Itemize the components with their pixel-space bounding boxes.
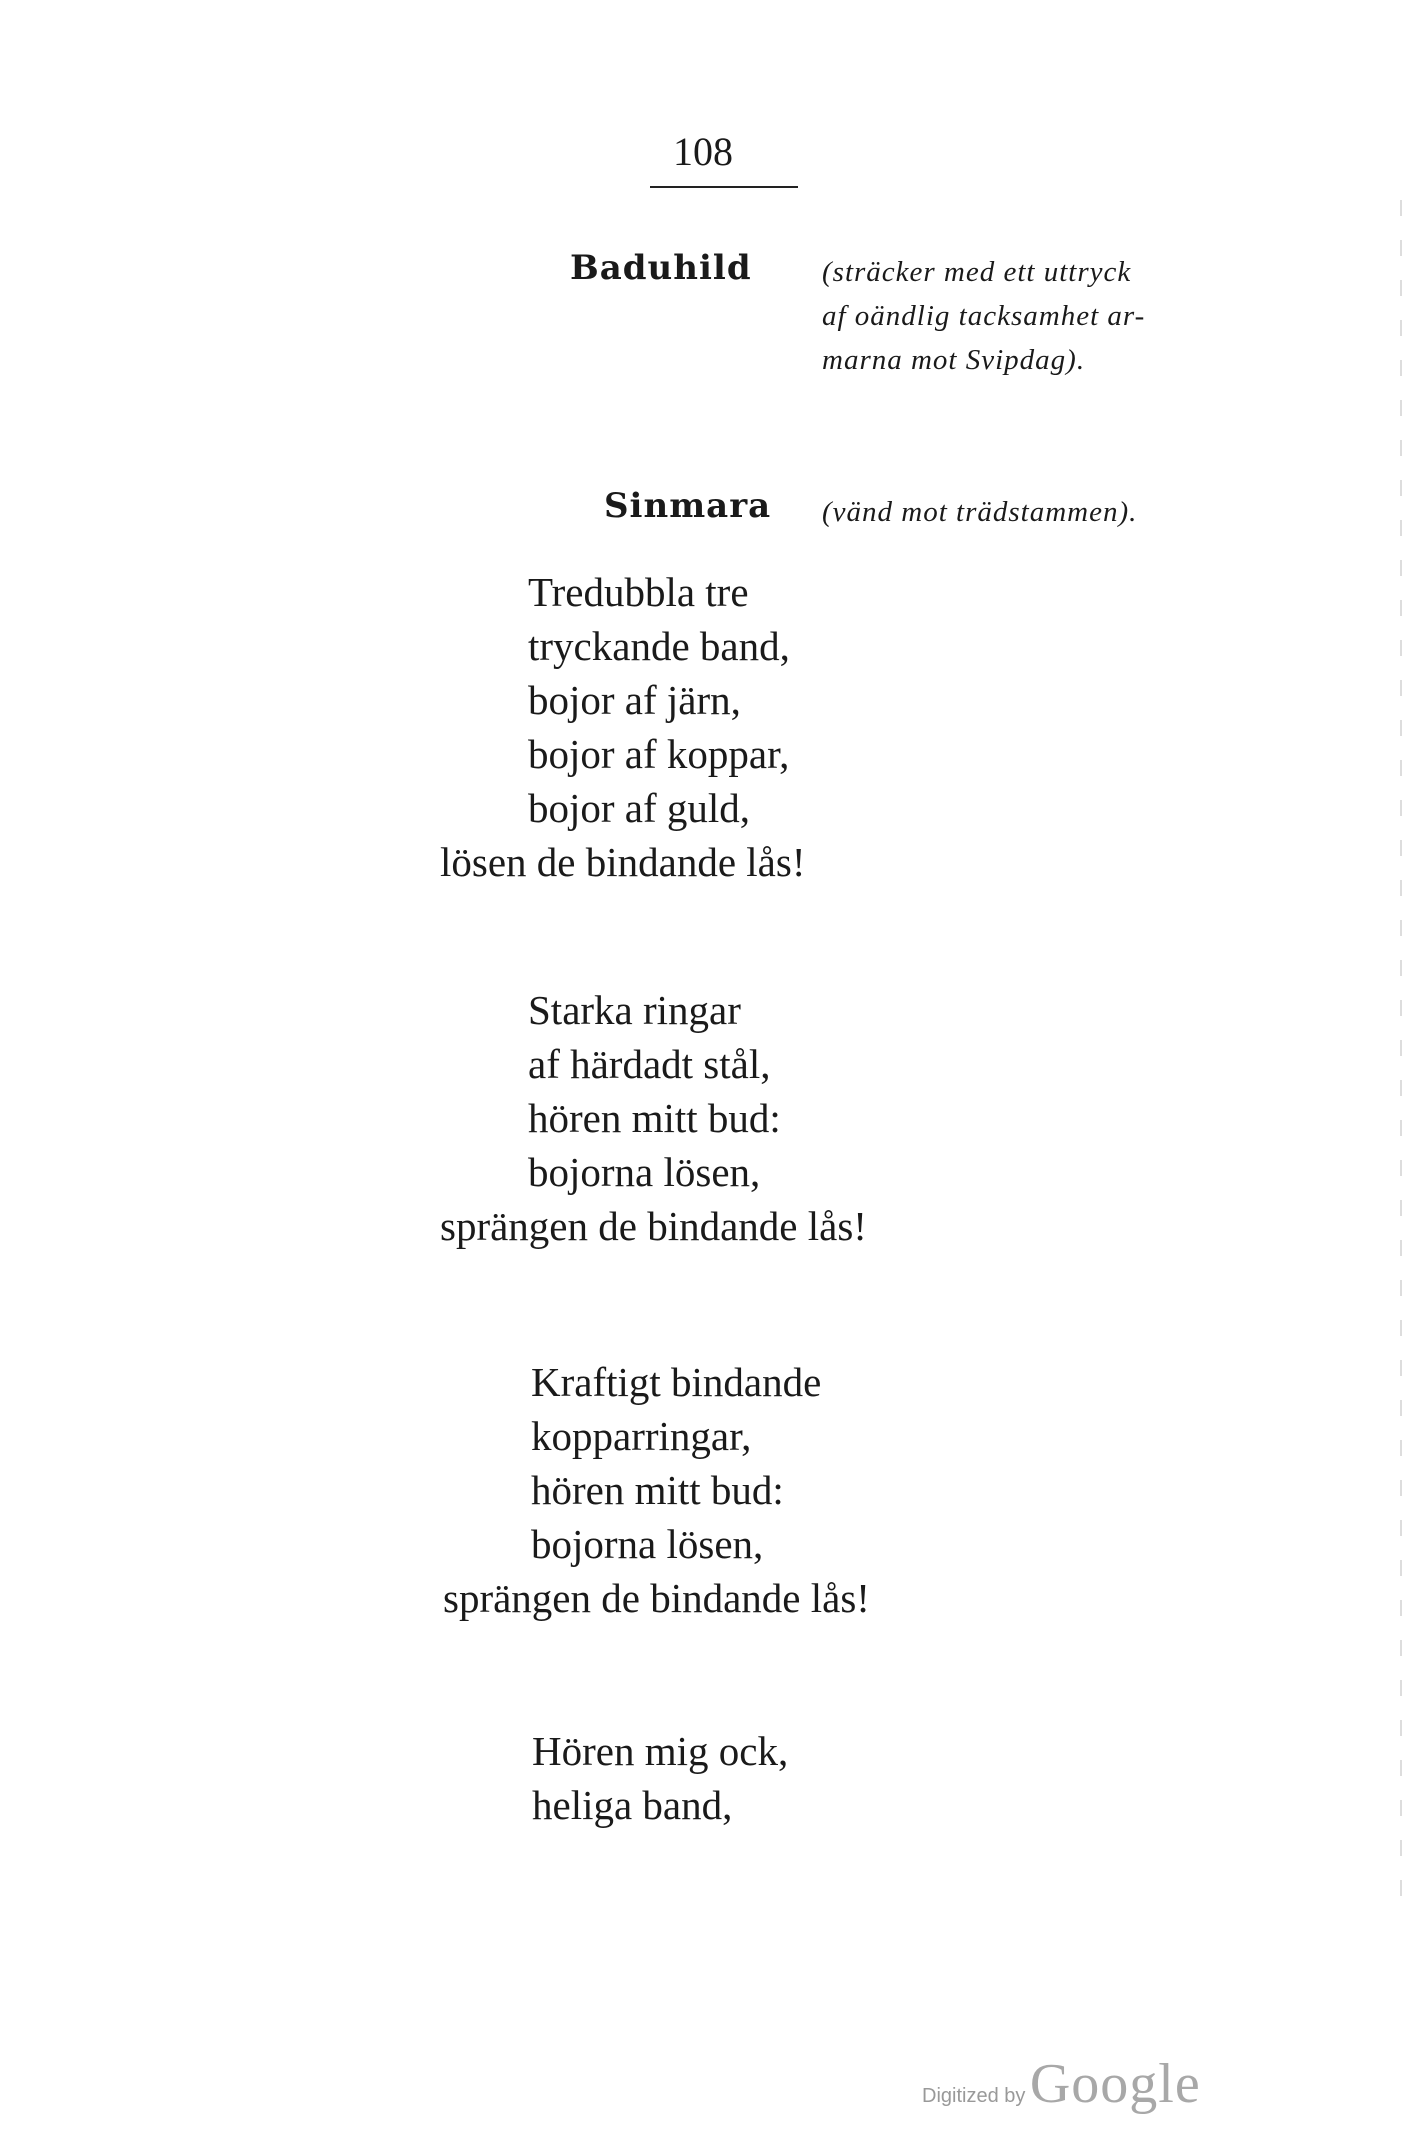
stanza (440, 565, 805, 889)
verse-line: hören mitt bud: (531, 1467, 784, 1513)
verse-line: Starka ringar (528, 987, 741, 1033)
page-edge (1400, 200, 1402, 1900)
verse-line: bojorna lösen, (528, 1149, 761, 1195)
stage-direction-line: marna mot Svipdag). (822, 344, 1086, 376)
verse-line: kopparringar, (531, 1413, 752, 1459)
watermark-prefix: Digitized by (922, 2085, 1026, 2107)
verse-line: sprängen de bindande lås! (440, 1203, 867, 1249)
speaker-name: Sinmara (604, 486, 772, 526)
verse-line: tryckande band, (528, 623, 790, 669)
stage-direction (822, 250, 1145, 382)
verse-line: bojor af guld, (528, 785, 751, 831)
verse-line: heliga band, (532, 1782, 733, 1828)
stage-direction-line: af oändlig tacksamhet ar- (822, 300, 1146, 332)
verse-line: af härdadt stål, (528, 1041, 771, 1087)
header-rule (650, 186, 798, 188)
stage-direction-line: (vänd mot trädstammen). (822, 496, 1138, 528)
verse-line: Hören mig ock, (532, 1728, 789, 1774)
stage-direction-line: (sträcker med ett uttryck (822, 256, 1132, 288)
verse-line: Kraftigt bindande (531, 1359, 822, 1405)
verse-line: bojor af koppar, (528, 731, 790, 777)
verse-line: bojor af järn, (528, 677, 741, 723)
speaker-name: Baduhild (570, 248, 752, 288)
stanza (440, 983, 867, 1253)
verse-line: bojorna lösen, (531, 1521, 764, 1567)
stage-direction (822, 490, 1137, 534)
google-logo: Google (1029, 2053, 1201, 2115)
verse-line: sprängen de bindande lås! (443, 1575, 870, 1621)
verse-line: Tredubbla tre (528, 569, 749, 615)
verse-line: hören mitt bud: (528, 1095, 781, 1141)
verse-line: lösen de bindande lås! (440, 839, 806, 885)
page-number: 108 (673, 129, 733, 174)
stanza (443, 1355, 870, 1625)
stanza (532, 1724, 788, 1832)
digitized-watermark (922, 2052, 1201, 2116)
